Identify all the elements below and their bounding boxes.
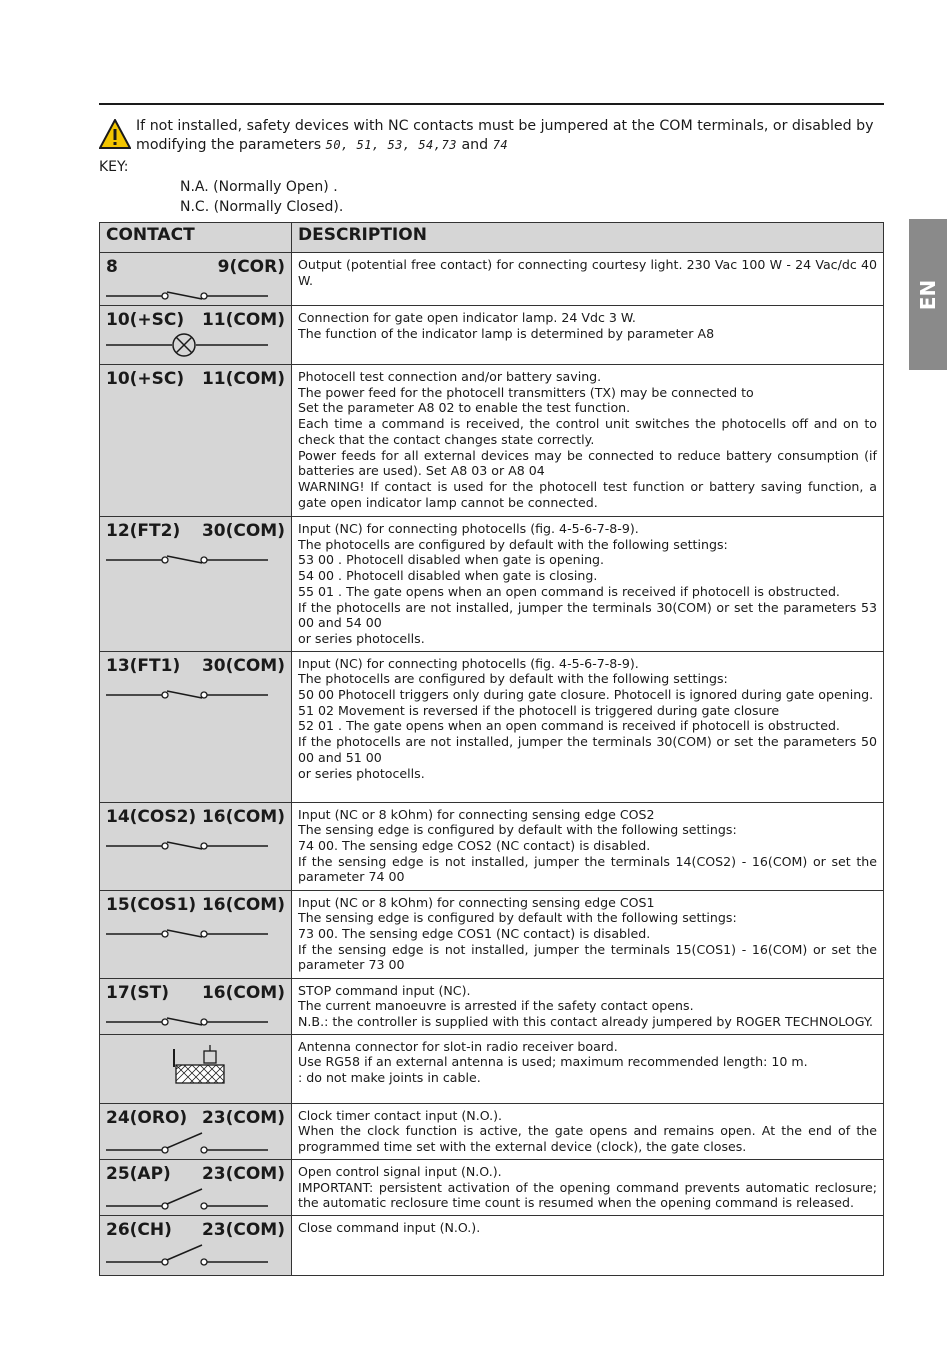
contact-cell — [100, 253, 292, 306]
description-line: 54 00 . Photocell disabled when gate is closing. — [298, 568, 598, 584]
contact-terminals — [100, 253, 291, 277]
description-line: The sensing edge is configured by default with the following settings: — [298, 822, 737, 838]
description-line: The photocells are configured by default with the following settings: — [298, 536, 728, 552]
description-cell — [292, 978, 884, 1034]
description-line: If the photocells are not installed, jumper the terminals 30(COM) or set the parameters 53 00 and 54 00 — [298, 599, 877, 631]
nc-contact-icon — [104, 543, 274, 569]
contact-terminals — [100, 1104, 291, 1128]
contact-terminals — [100, 365, 291, 389]
description-line: Input (NC) for connecting photocells (fig. 4-5-6-7-8-9). — [298, 521, 639, 536]
terminal-left: 17(ST) — [106, 982, 170, 1003]
contact-cell — [100, 1215, 292, 1275]
description-line: 73 00. The sensing edge COS1 (NC contact) is disabled. — [298, 926, 651, 942]
description-line: The current manoeuvre is arrested if the safety contact opens. — [298, 998, 694, 1014]
header-description: DESCRIPTION — [292, 223, 884, 253]
contact-row — [100, 651, 884, 802]
description-cell — [292, 1034, 884, 1103]
contact-cell — [100, 890, 292, 978]
description-line: Input (NC) for connecting photocells (fig. 4-5-6-7-8-9). — [298, 655, 639, 671]
warning-last-param: 74 — [492, 138, 509, 152]
contact-cell — [100, 802, 292, 890]
contact-terminals — [100, 1216, 291, 1240]
description-line: or series photocells. — [298, 630, 425, 646]
terminal-right: 11(COM) — [201, 369, 285, 389]
description-line: : do not make joints in cable. — [298, 1070, 481, 1086]
description-line: Input (NC or 8 kOhm) for connecting sensing edge COS2 — [298, 806, 655, 822]
terminal-left: 8 — [106, 257, 118, 277]
key-no: N.A. (Normally Open) . — [180, 179, 338, 195]
contacts-table — [99, 222, 884, 1276]
contact-cell — [100, 978, 292, 1034]
description-line: Each time a command is received, the control unit switches the photocells off and on to check that the contact changes state correctly. — [298, 416, 877, 447]
terminal-left: 12(FT2) — [106, 521, 181, 541]
nc-contact-icon — [104, 1005, 274, 1031]
description-cell — [292, 517, 884, 652]
terminal-right: 23(COM) — [201, 1219, 285, 1240]
description-line: The function of the indicator lamp is determined by parameter A8 — [298, 325, 715, 341]
nc-contact-icon — [104, 829, 274, 855]
language-tab — [909, 219, 947, 370]
contact-terminals — [100, 517, 291, 541]
description-line: WARNING! If contact is used for the photocell test function or battery saving function, a gate open indicator lamp cannot be connected. — [298, 478, 877, 510]
description-line: or series photocells. — [298, 765, 425, 781]
contact-row — [100, 890, 884, 978]
contact-row — [100, 1159, 884, 1215]
description-cell — [292, 1103, 884, 1159]
description-line: The power feed for the photocell transmitters (TX) may be connected to — [298, 384, 754, 400]
description-line: If the photocells are not installed, jumper the terminals 30(COM) or set the parameters 50 00 and 51 00 — [298, 734, 877, 765]
description-line: 55 01 . The gate opens when an open command is received if photocell is obstructed. — [298, 583, 840, 599]
description-line: 52 01 . The gate opens when an open command is received if photocell is obstructed. — [298, 718, 840, 734]
warning-text: If not installed, safety devices with NC contacts must be jumpered at the COM terminals, or disabled by modifying the parameters — [136, 118, 874, 153]
nc-contact-icon — [104, 917, 274, 943]
description-line: 50 00 Photocell triggers only during gate closure. Photocell is ignored during gate opening. — [298, 687, 874, 703]
description-cell — [292, 1159, 884, 1215]
description-line: Photocell test connection and/or battery saving. — [298, 369, 602, 384]
terminal-right: 16(COM) — [201, 806, 285, 827]
contact-cell — [100, 365, 292, 517]
warning-params: 50, 51, 53, 54,73 — [325, 138, 457, 152]
description-line: Set the parameter A8 02 to enable the test function. — [298, 400, 631, 416]
description-line: 53 00 . Photocell disabled when gate is opening. — [298, 552, 605, 568]
description-cell — [292, 1215, 884, 1275]
key-legend — [99, 157, 343, 217]
contact-row — [100, 365, 884, 517]
terminal-left: 10(+SC) — [106, 310, 185, 330]
description-line: IMPORTANT: persistent activation of the opening command prevents automatic reclosure; the automatic reclosure time count is resumed when the opening command is released. — [298, 1179, 877, 1211]
contact-cell — [100, 306, 292, 365]
contact-terminals — [100, 652, 291, 676]
description-line: Output (potential free contact) for connecting courtesy light. 230 Vac 100 W - 24 Vac/dc 40 W. — [298, 257, 877, 288]
nc-contact-icon — [104, 678, 274, 704]
description-line: 51 02 Movement is reversed if the photocell is triggered during gate closure — [298, 702, 780, 718]
warning-note — [99, 117, 884, 155]
contact-terminals — [100, 979, 291, 1003]
description-line: If the sensing edge is not installed, jumper the terminals 14(COS2) - 16(COM) or set the parameter 74 00 — [298, 853, 877, 885]
contact-row — [100, 978, 884, 1034]
description-line: Connection for gate open indicator lamp. 24 Vdc 3 W. — [298, 310, 636, 325]
terminal-left: 25(AP) — [106, 1163, 171, 1184]
terminal-right: 23(COM) — [201, 1107, 285, 1128]
description-line: Clock timer contact input (N.O.). — [298, 1107, 503, 1123]
description-line: Input (NC or 8 kOhm) for connecting sensing edge COS1 — [298, 894, 655, 910]
contact-cell — [100, 1034, 292, 1103]
no-contact-icon — [104, 1130, 274, 1156]
contact-cell — [100, 1103, 292, 1159]
terminal-right: 16(COM) — [201, 982, 285, 1003]
contact-row — [100, 306, 884, 365]
terminal-right: 16(COM) — [201, 894, 285, 915]
contact-terminals — [100, 306, 291, 330]
warning-and: and — [456, 137, 493, 153]
terminal-right: 11(COM) — [201, 310, 285, 330]
key-nc: N.C. (Normally Closed). — [180, 199, 344, 215]
description-line: 74 00. The sensing edge COS2 (NC contact) is disabled. — [298, 838, 651, 854]
contact-row — [100, 253, 884, 306]
contact-terminals — [100, 891, 291, 915]
header-contact: CONTACT — [100, 223, 292, 253]
contact-cell — [100, 651, 292, 802]
description-line: When the clock function is active, the gate opens and remains open. At the end of the programmed time set with the external device (clock), the gate closes. — [298, 1123, 877, 1155]
contact-row — [100, 802, 884, 890]
description-cell — [292, 365, 884, 517]
contact-cell — [100, 1159, 292, 1215]
description-line: N.B.: the controller is supplied with this contact already jumpered by ROGER TECHNOLOGY. — [298, 1014, 873, 1030]
terminal-left: 15(COS1) — [106, 894, 197, 915]
description-line: Close command input (N.O.). — [298, 1219, 481, 1235]
description-cell — [292, 802, 884, 890]
description-cell — [292, 253, 884, 306]
description-line: Open control signal input (N.O.). — [298, 1163, 502, 1179]
description-line: The sensing edge is configured by default with the following settings: — [298, 910, 737, 926]
terminal-right: 23(COM) — [201, 1163, 285, 1184]
description-line: The photocells are configured by default with the following settings: — [298, 671, 728, 687]
key-label: KEY: — [99, 159, 129, 175]
description-line: If the sensing edge is not installed, jumper the terminals 15(COS1) - 16(COM) or set the parameter 73 00 — [298, 941, 877, 973]
terminal-left: 24(ORO) — [106, 1107, 188, 1128]
contact-row — [100, 1215, 884, 1275]
description-cell — [292, 651, 884, 802]
warning-icon — [99, 119, 131, 149]
contact-row — [100, 517, 884, 652]
description-line: STOP command input (NC). — [298, 982, 471, 998]
no-contact-icon — [104, 1186, 274, 1212]
description-line: Antenna connector for slot-in radio receiver board. — [298, 1038, 618, 1054]
terminal-right: 30(COM) — [201, 521, 285, 541]
description-cell — [292, 890, 884, 978]
terminal-right: 9(COR) — [217, 257, 285, 277]
top-rule — [99, 103, 884, 105]
terminal-left: 13(FT1) — [106, 655, 181, 676]
contact-terminals — [100, 1160, 291, 1184]
contact-row — [100, 1034, 884, 1103]
lamp-icon — [104, 332, 274, 358]
antenna-connector-icon — [104, 1043, 274, 1087]
nc-contact-icon — [104, 279, 274, 305]
terminal-left: 26(CH) — [106, 1219, 172, 1240]
terminal-left: 14(COS2) — [106, 806, 197, 827]
terminal-left: 10(+SC) — [106, 369, 185, 389]
description-cell — [292, 306, 884, 365]
language-tab-label: EN — [916, 279, 940, 310]
description-line: Use RG58 if an external antenna is used; maximum recommended length: 10 m. — [298, 1054, 808, 1070]
contact-terminals — [100, 803, 291, 827]
contact-row — [100, 1103, 884, 1159]
description-line: Power feeds for all external devices may be connected to reduce battery consumption (if batteries are used). Set A8 03 or A8 04 — [298, 447, 877, 479]
terminal-right: 30(COM) — [201, 655, 285, 676]
no-contact-icon — [104, 1242, 274, 1268]
contact-cell — [100, 517, 292, 652]
